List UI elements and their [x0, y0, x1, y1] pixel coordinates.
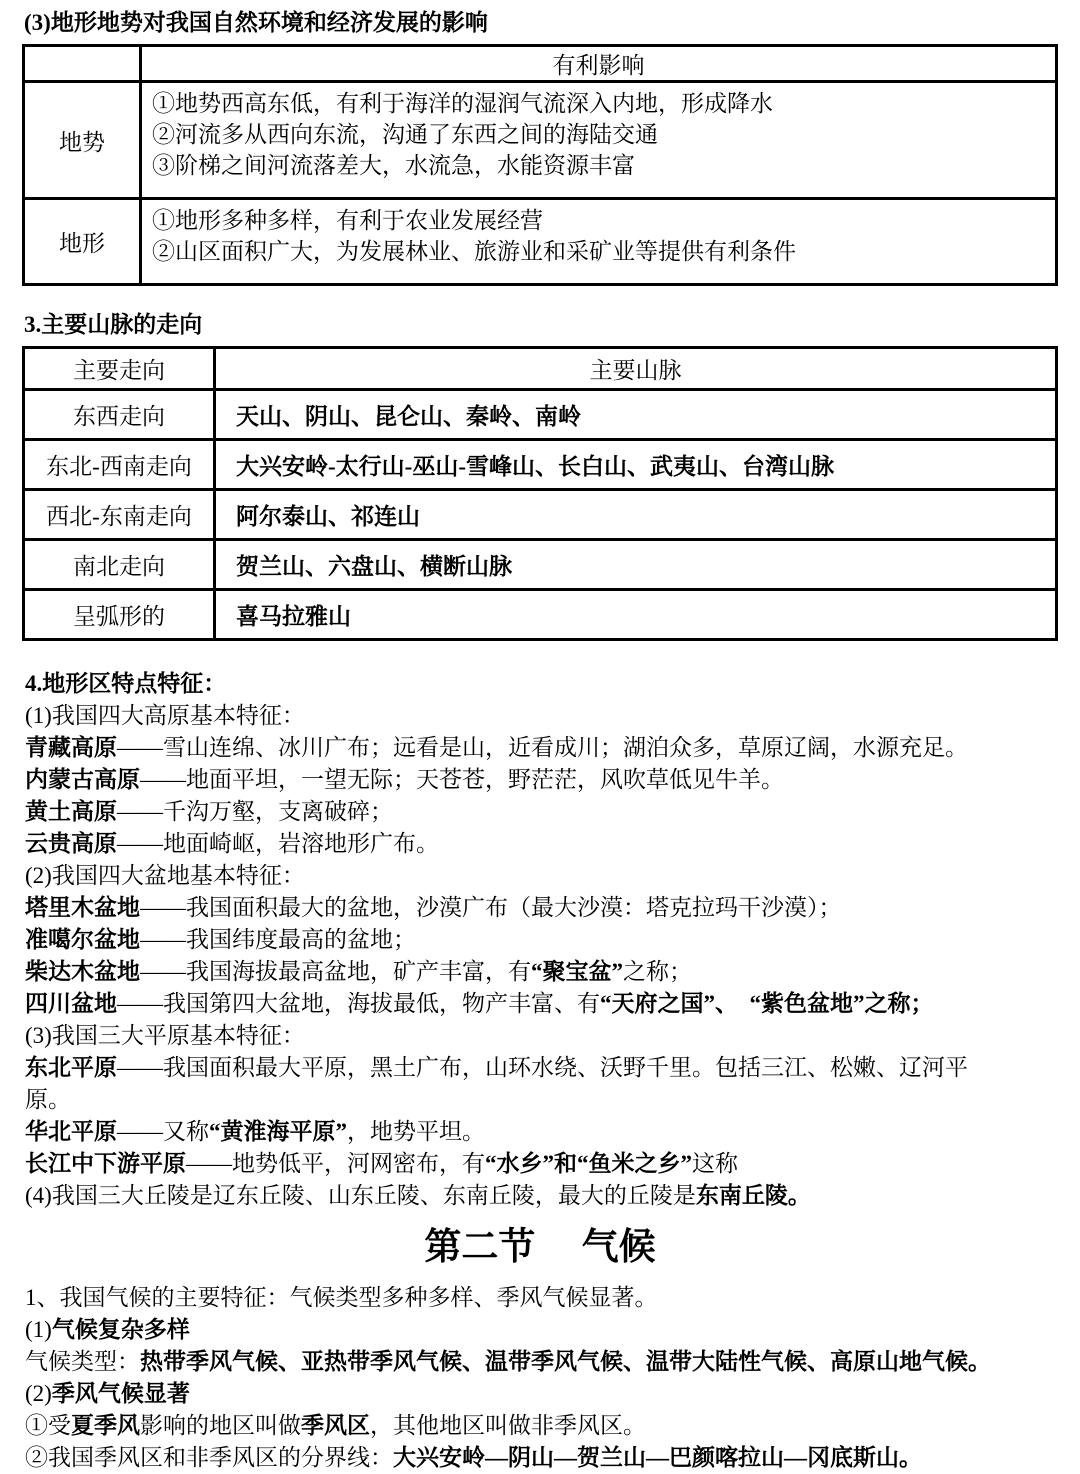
text-segment: 准噶尔盆地 [25, 927, 140, 952]
text-segment: ——地面崎岖，岩溶地形广布。 [117, 831, 439, 856]
terrain-influence-table [22, 44, 1058, 286]
mountains-cell: 贺兰山、六盘山、横断山脉 [215, 540, 1057, 590]
text-segment: (2)我国四大盆地基本特征： [25, 863, 305, 888]
row-content [141, 199, 1057, 285]
note-line [25, 1084, 1058, 1116]
text-segment: “黄淮海平原” [209, 1119, 347, 1144]
text-segment: ——千沟万壑，支离破碎； [117, 799, 393, 824]
mountains-header-cell: 主要山脉 [215, 348, 1057, 390]
terrain-header-empty-cell [24, 46, 141, 82]
text-segment: ，地势平坦。 [347, 1119, 485, 1144]
text-segment: 气候复杂多样 [51, 1317, 190, 1342]
text-segment: “天府之国”、 “紫色盆地”之称； [600, 991, 934, 1016]
text-segment: 气候类型： [25, 1349, 140, 1374]
note-line [25, 956, 1058, 988]
direction-cell: 呈弧形的 [24, 590, 215, 640]
text-segment: 1、我国气候的主要特征：气候类型多种多样、季风气候显著。 [25, 1285, 658, 1310]
text-segment: (1) [25, 1317, 52, 1342]
direction-cell: 南北走向 [24, 540, 215, 590]
text-segment: (4)我国三大丘陵是辽东丘陵、山东丘陵、东南丘陵，最大的丘陵是 [25, 1183, 696, 1208]
mountain-table-header-row [24, 348, 1057, 390]
table-row [24, 199, 1057, 285]
mountains-title: 3.主要山脉的走向 [24, 312, 203, 337]
table-row [24, 440, 1057, 490]
direction-cell: 东北-西南走向 [24, 440, 215, 490]
text-segment: ②我国季风区和非季风区的分界线： [25, 1445, 393, 1470]
landforms-title: 4.地形区特点特征： [25, 671, 227, 696]
text-segment: ——我国面积最大平原，黑土广布，山环水绕、沃野千里。包括三江、松嫩、辽河平 [117, 1055, 968, 1080]
note-line [25, 1282, 1058, 1314]
text-segment: 内蒙古高原 [25, 767, 140, 792]
mountains-cell: 天山、阴山、昆仑山、秦岭、南岭 [215, 390, 1057, 440]
text-segment: 塔里木盆地 [25, 895, 140, 920]
text-segment: 东南丘陵。 [695, 1183, 811, 1208]
table-line: ①地势西高东低，有利于海洋的湿润气流深入内地，形成降水 [152, 91, 773, 116]
text-segment: 影响的地区叫做 [140, 1413, 301, 1438]
text-segment: 柴达木盆地 [25, 959, 140, 984]
section3-title: (3)地形地势对我国自然环境和经济发展的影响 [24, 10, 488, 35]
text-segment: 热带季风气候、亚热带季风气候、温带季风气候、温带大陆性气候、高原山地气候。 [140, 1349, 991, 1374]
table-row [24, 390, 1057, 440]
table-line: ②河流多从西向东流，沟通了东西之间的海陆交通 [152, 122, 658, 147]
note-line [25, 1378, 1058, 1410]
note-line [25, 828, 1058, 860]
direction-header-cell: 主要走向 [24, 348, 215, 390]
row-label: 地形 [24, 199, 141, 285]
note-line [25, 1148, 1058, 1180]
text-segment: ①受 [25, 1413, 71, 1438]
text-segment: 这称 [692, 1151, 738, 1176]
mountains-cell: 喜马拉雅山 [215, 590, 1057, 640]
text-segment: 华北平原 [25, 1119, 117, 1144]
text-segment: ，其他地区叫做非季风区。 [370, 1413, 646, 1438]
note-line [25, 796, 1058, 828]
table-line: ②山区面积广大，为发展林业、旅游业和采矿业等提供有利条件 [152, 239, 796, 264]
terrain-table-header-row [24, 46, 1057, 82]
text-segment: “水乡”和“鱼米之乡” [485, 1151, 692, 1176]
row-label: 地势 [24, 82, 141, 199]
text-segment: 大兴安岭—阴山—贺兰山—巴颜喀拉山—冈底斯山。 [393, 1445, 922, 1470]
mountain-direction-table [22, 346, 1058, 641]
text-segment: ——又称 [117, 1119, 209, 1144]
row-content [141, 82, 1057, 199]
climate-notes [22, 1282, 1058, 1474]
table-line: ③阶梯之间河流落差大，水流急，水能资源丰富 [152, 153, 635, 178]
note-line [25, 892, 1058, 924]
table-row [24, 490, 1057, 540]
note-line [25, 924, 1058, 956]
note-line [25, 1410, 1058, 1442]
mountains-cell: 大兴安岭-太行山-巫山-雪峰山、长白山、武夷山、台湾山脉 [215, 440, 1057, 490]
note-line [25, 1020, 1058, 1052]
note-line [25, 1052, 1058, 1084]
note-line [25, 1314, 1058, 1346]
note-line [25, 1442, 1058, 1474]
text-segment: 黄土高原 [25, 799, 117, 824]
mountain-direction-tbody [24, 348, 1057, 640]
landforms-notes [22, 700, 1058, 1212]
text-segment: 长江中下游平原 [25, 1151, 186, 1176]
spacer [22, 641, 1058, 668]
text-segment: 之称； [623, 959, 692, 984]
terrain-influence-tbody [24, 46, 1057, 285]
mountains-cell: 阿尔泰山、祁连山 [215, 490, 1057, 540]
text-segment: ——我国第四大盆地，海拔最低，物产丰富、有 [117, 991, 600, 1016]
table-row [24, 590, 1057, 640]
text-segment: ——雪山连绵、冰川广布；远看是山，近看成川；湖泊众多，草原辽阔，水源充足。 [117, 735, 968, 760]
text-segment: 原。 [25, 1087, 71, 1112]
text-segment: “聚宝盆” [531, 959, 623, 984]
climate-section-heading: 第二节 气候 [424, 1227, 656, 1268]
terrain-header-cell: 有利影响 [141, 46, 1057, 82]
text-segment: 四川盆地 [25, 991, 117, 1016]
note-line [25, 764, 1058, 796]
text-segment: 青藏高原 [25, 735, 117, 760]
text-segment: ——我国纬度最高的盆地； [140, 927, 416, 952]
table-row [24, 540, 1057, 590]
text-segment: 季风区 [301, 1413, 370, 1438]
direction-cell: 西北-东南走向 [24, 490, 215, 540]
spacer [22, 286, 1058, 310]
text-segment: (1)我国四大高原基本特征： [25, 703, 305, 728]
text-segment: ——地面平坦，一望无际；天苍苍，野茫茫，风吹草低见牛羊。 [140, 767, 784, 792]
text-segment: ——我国海拔最高盆地，矿产丰富，有 [140, 959, 531, 984]
text-segment: 云贵高原 [25, 831, 117, 856]
text-segment: 东北平原 [25, 1055, 117, 1080]
text-segment: ——地势低平，河网密布，有 [186, 1151, 485, 1176]
table-line: ①地形多种多样，有利于农业发展经营 [152, 208, 543, 233]
text-segment: 季风气候显著 [51, 1381, 190, 1406]
text-segment: ——我国面积最大的盆地，沙漠广布（最大沙漠：塔克拉玛干沙漠）； [140, 895, 842, 920]
note-line [25, 1180, 1058, 1212]
note-line [25, 700, 1058, 732]
note-line [25, 732, 1058, 764]
note-line [25, 1116, 1058, 1148]
text-segment: 夏季风 [71, 1413, 140, 1438]
note-line [25, 860, 1058, 892]
note-line [25, 988, 1058, 1020]
note-line [25, 1346, 1058, 1378]
table-row [24, 82, 1057, 199]
text-segment: (3)我国三大平原基本特征： [25, 1023, 305, 1048]
text-segment: (2) [25, 1381, 52, 1406]
direction-cell: 东西走向 [24, 390, 215, 440]
